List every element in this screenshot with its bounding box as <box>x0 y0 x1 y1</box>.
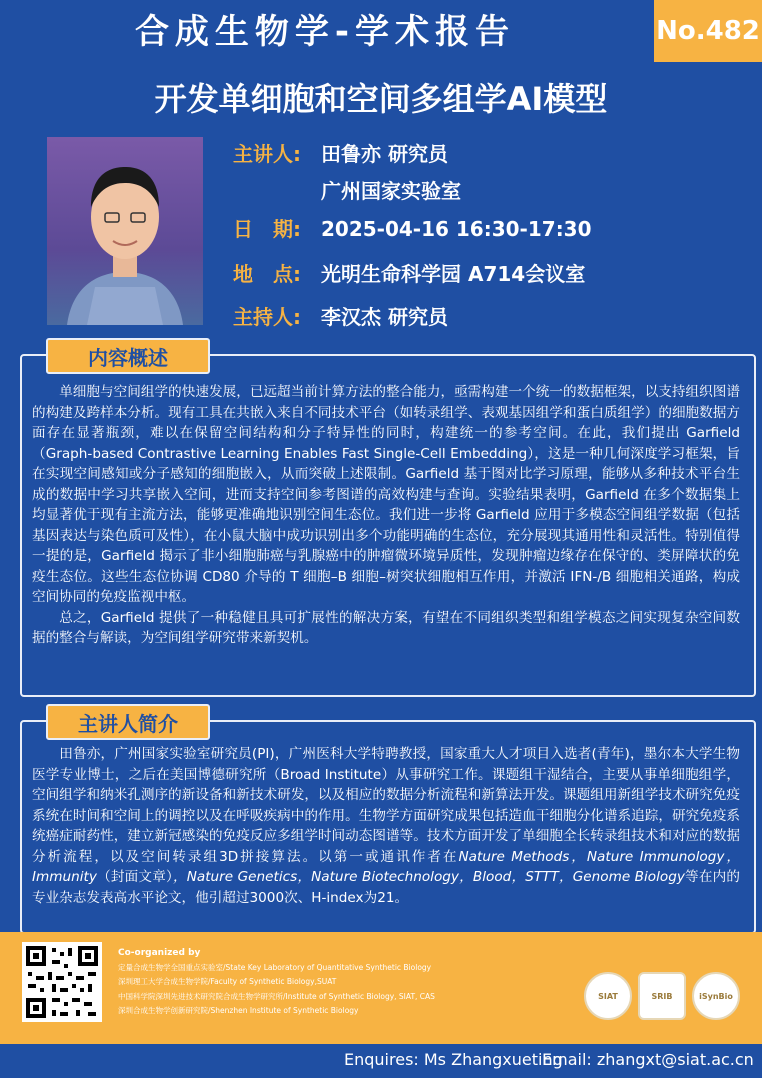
speaker-portrait-icon <box>47 137 203 325</box>
organizer-3: 中国科学院深圳先进技术研究院合成生物学研究所/Institute of Synthetic Biology, SIAT, CAS <box>118 991 435 1001</box>
organizer-4: 深圳合成生物学创新研究院/Shenzhen Institute of Synthetic Biology <box>118 1006 359 1015</box>
enquiries-contact: Enquires: Ms Zhangxueting <box>344 1050 563 1069</box>
bio-heading: 主讲人简介 <box>46 704 210 740</box>
abstract-paragraph-1: 单细胞与空间组学的快速发展，已远超当前计算方法的整合能力，亟需构建一个统一的数据框架，以支持组织图谱的构建及跨样本分析。现有工具在共嵌入来自不同技术平台（如转录组学、表观基因组学和蛋白质组学）的细胞数据方面存在显著瓶颈，难以在保留空间结构和分子特异性的同时，构建统一的参考空间。在此，我们提出 Garfield（Graph-based Contrastive Learning Enables Fast Single-Cell Embedding），这是一种几何深度学习框架，旨在实现空间感知或分子感知的细胞嵌入，从而突破上述限制。Garfield 基于图对比学习原理，能够从多种技术平台生成的数据中学习共享嵌入空间，进而支持空间参考图谱的高效构建与查询。实验结果表明，Garfield 在多个数据集上均显著优于现有主流方法，能够更准确地识别空间生态位。我们进一步将 Garfield 应用于多模态空间组学数据（包括基因表达与染色质可及性），在小鼠大脑中成功识别出多个功能明确的生态位，充分展现其通用性和灵活性。特别值得一提的是，Garfield 揭示了非小细胞肺癌与乳腺癌中的肿瘤微环境异质性，发现肿瘤边缘存在保守的、类屏障状的免疫生态位。这些生态位协调 CD80 介导的 T 细胞–B 细胞–树突状细胞相互作用，并激活 IFN-/B 细胞相关通路，构成空间协同的免疫监视中枢。 <box>32 384 740 605</box>
co-organizers-heading: Co-organized by <box>118 948 201 958</box>
bio-cover-note: （封面文章） <box>96 869 173 885</box>
speaker-photo <box>47 137 203 325</box>
bio-text <box>32 744 740 908</box>
speaker-name: 田鲁亦 研究员 <box>321 142 448 166</box>
host-value: 李汉杰 研究员 <box>321 305 448 329</box>
co-organizers <box>118 946 478 1019</box>
place-row <box>233 258 585 287</box>
organizer-1: 定量合成生物学全国重点实验室/State Key Laboratory of Quantitative Synthetic Biology <box>118 962 432 972</box>
bio-text-a: 田鲁亦，广州国家实验室研究员(PI)，广州医科大学特聘教授，国家重大人才项目入选者(青年)，墨尔本大学生物医学专业博士，之后在美国博德研究所（Broad Institute）从事研究工作。课题组干湿结合，主要从事单细胞组学，空间组学和纳米孔测序的新设备和新技术研发，以及相应的数据分析流程和新算法开发。课题组用新组学技术研究免疫系统在时间和空间上的调控以及在呼吸疾病中的作用。生物学方面研究成果包括造血干细胞分化谱系追踪，研究免疫系统癌症耐药性，建立新冠感染的免疫反应多组学时间动态图谱等。技术方面开发了单细胞全长转录组技术和对应的数据分析流程，以及空间转录组3D拼接算法。以第一或通讯作者在 <box>32 746 740 865</box>
qr-code[interactable] <box>22 942 102 1022</box>
enquiries-bar <box>0 1044 762 1078</box>
series-title: 合成生物学-学术报告 <box>134 12 516 52</box>
qr-code-icon <box>22 942 102 1022</box>
siat-logo: SIAT <box>584 972 632 1020</box>
talk-title: 开发单细胞和空间多组学AI模型 <box>154 80 608 118</box>
date-value: 2025-04-16 16:30-17:30 <box>321 217 592 241</box>
enquiries-email[interactable]: Email: zhangxt@siat.ac.cn <box>542 1050 754 1069</box>
bio-text-b: 等在内的专业杂志发表高水平论文，他引超过3000次、H-index为21。 <box>32 869 740 906</box>
speaker-row <box>233 138 448 167</box>
abstract-text <box>32 382 740 649</box>
host-row <box>233 301 448 330</box>
place-value: 光明生命科学园 A714会议室 <box>321 262 586 286</box>
bio-journals-b: ，Nature Genetics，Nature Biotechnology，Blood，STTT，Genome Biology <box>172 869 685 885</box>
isynbio-logo: iSynBio <box>692 972 740 1020</box>
bio-paragraph <box>32 744 740 908</box>
speaker-label: 主讲人: <box>233 142 301 166</box>
srib-logo: SRIB <box>638 972 686 1020</box>
speaker-affiliation: 广州国家实验室 <box>321 179 461 203</box>
date-row <box>233 213 592 242</box>
abstract-paragraph-2: 总之，Garfield 提供了一种稳健且具可扩展性的解决方案，有望在不同组织类型和组学模态之间实现复杂空间数据的整合与解读，为空间组学研究带来新契机。 <box>32 609 740 646</box>
host-label: 主持人: <box>233 305 301 329</box>
date-label: 日 期: <box>233 217 301 241</box>
organizer-2: 深圳理工大学合成生物学院/Faculty of Synthetic Biology,SUAT <box>118 977 337 986</box>
abstract-heading: 内容概述 <box>46 338 210 374</box>
bio-journals-a: Nature Methods，Nature Immunology，Immunity <box>32 848 740 885</box>
place-label: 地 点: <box>233 262 301 286</box>
issue-number: No.482 <box>654 0 762 62</box>
